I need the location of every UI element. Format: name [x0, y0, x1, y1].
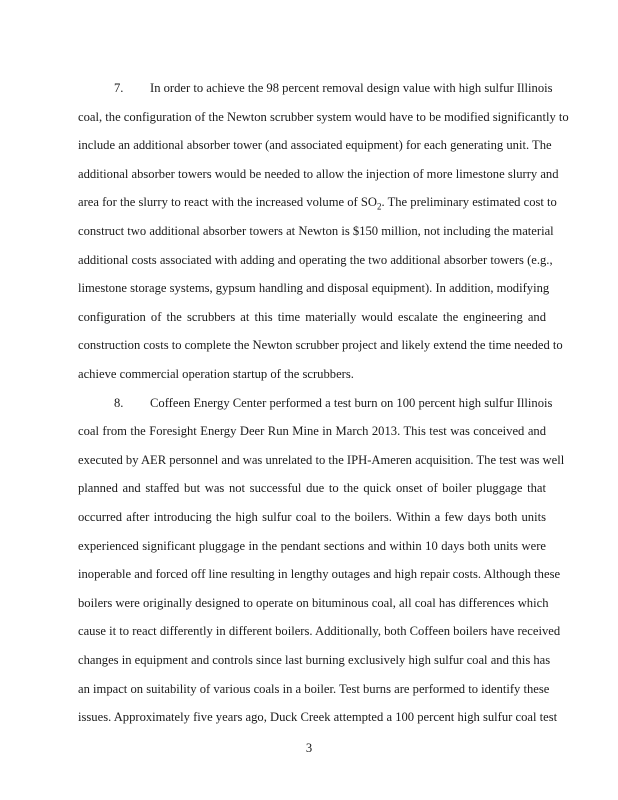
paragraph-8-line-4: planned and staffed but was not successful due to the quick onset of boiler pluggage that [78, 481, 546, 496]
paragraph-8-line-12: issues. Approximately five years ago, Duck Creek attempted a 100 percent high sulfur coal test [78, 710, 558, 725]
paragraph-8-line-9: cause it to react differently in different boilers. Additionally, both Coffeen boilers have received [78, 624, 561, 639]
paragraph-7-line-7: additional costs associated with adding and operating the two additional absorber towers (e.g., [78, 252, 553, 267]
paragraph-7-line-5 [78, 194, 557, 212]
paragraph-7-line-1 [78, 80, 553, 96]
paragraph-8-text: Coffeen Energy Center performed a test burn on 100 percent high sulfur Illinois [150, 395, 553, 410]
paragraph-7-line-8: limestone storage systems, gypsum handling and disposal equipment). In addition, modifying [78, 281, 550, 296]
so2-subscript: 2 [377, 201, 382, 212]
paragraph-7-line-3: include an additional absorber tower (and associated equipment) for each generating unit. The [78, 138, 552, 153]
paragraph-7-line-6: construct two additional absorber towers at Newton is $150 million, not including the material [78, 224, 554, 238]
paragraph-7-line-5-tail: . The preliminary estimated cost to [381, 195, 557, 210]
paragraph-8-line-11: an impact on suitability of various coals in a boiler. Test burns are performed to identify these [78, 681, 550, 696]
page-number: 3 [305, 741, 313, 755]
paragraph-8-line-10: changes in equipment and controls since last burning exclusively high sulfur coal and this has [78, 653, 551, 667]
paragraph-8-line-2: coal from the Foresight Energy Deer Run Mine in March 2013. This test was conceived and [78, 424, 546, 439]
paragraph-7-text: In order to achieve the 98 percent removal design value with high sulfur Illinois [150, 81, 553, 95]
paragraph-7-line-4: additional absorber towers would be needed to allow the injection of more limestone slurry and [78, 166, 559, 181]
paragraph-7-line-11: achieve commercial operation startup of the scrubbers. [78, 367, 354, 381]
paragraph-7-line-2: coal, the configuration of the Newton scrubber system would have to be modified significantly to [78, 109, 569, 124]
paragraph-8-line-1 [78, 395, 553, 411]
paragraph-7-line-10: construction costs to complete the Newton scrubber project and likely extend the time needed to [78, 338, 563, 353]
paragraph-8-line-6: experienced significant pluggage in the pendant sections and within 10 days both units were [78, 538, 546, 553]
paragraph-7-line-9: configuration of the scrubbers at this time materially would escalate the engineering and [78, 309, 546, 324]
paragraph-8-line-7: inoperable and forced off line resulting in lengthy outages and high repair costs. Although these [78, 567, 561, 582]
paragraph-8-line-3: executed by AER personnel and was unrelated to the IPH-Ameren acquisition. The test was well [78, 452, 565, 467]
paragraph-8-line-5: occurred after introducing the high sulfur coal to the boilers. Within a few days both units [78, 510, 546, 524]
paragraph-7-line-5-head: area for the slurry to react with the increased volume of SO [78, 195, 377, 210]
paragraph-7-number: 7. [114, 81, 124, 95]
paragraph-8-line-8: boilers were originally designed to operate on bituminous coal, all coal has differences which [78, 595, 549, 610]
paragraph-8-number: 8. [114, 395, 124, 410]
